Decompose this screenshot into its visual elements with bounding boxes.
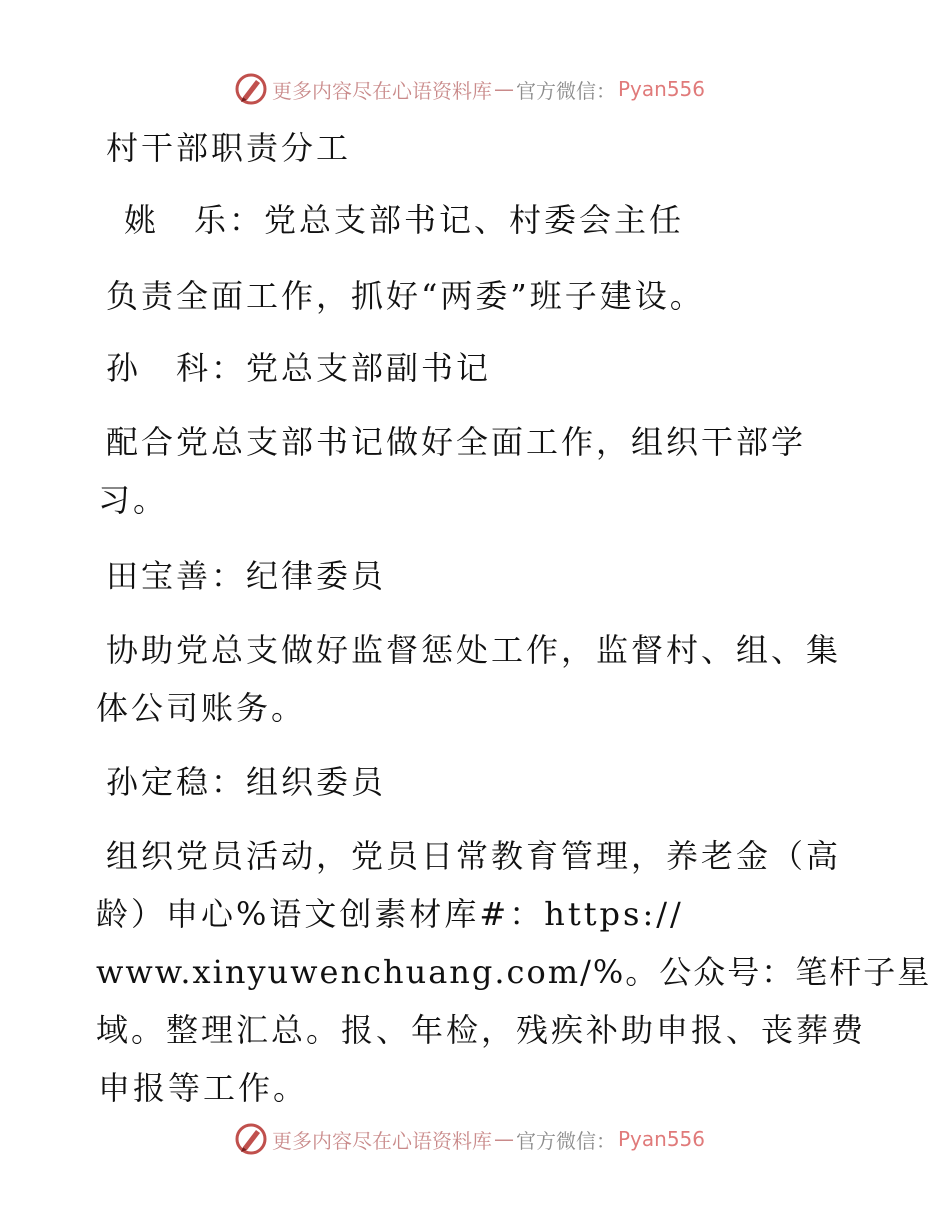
watermark-sub-text: 官方微信： xyxy=(516,1128,616,1153)
watermark-banner-top xyxy=(234,72,705,106)
paragraph-2-heading: 孙 科：党总支部副书记 xyxy=(106,349,492,387)
paragraph-1-body: 负责全面工作，抓好“两委”班子建设。 xyxy=(106,277,705,315)
watermark-dash: — xyxy=(494,77,514,101)
watermark-wechat-id: Pyan556 xyxy=(618,77,706,101)
paragraph-2-body-line-1: 配合党总支部书记做好全面工作，组织干部学 xyxy=(106,423,807,461)
pen-logo-icon xyxy=(234,72,268,106)
paragraph-4-body-line-2: 龄）申心%语文创素材库#：https:// xyxy=(96,895,684,933)
watermark-dash: — xyxy=(494,1127,514,1151)
watermark-wechat-id: Pyan556 xyxy=(618,1127,706,1151)
pen-logo-icon xyxy=(234,1122,268,1156)
paragraph-2-body-line-2: 习。 xyxy=(98,481,169,519)
watermark-main-text: 更多内容尽在心语资料库 xyxy=(272,78,492,103)
paragraph-4-body-line-1: 组织党员活动，党员日常教育管理，养老金（高 xyxy=(106,837,842,875)
paragraph-4-heading: 孙定稳：组织委员 xyxy=(106,763,387,801)
watermark-sub-text: 官方微信： xyxy=(516,78,616,103)
paragraph-3-body-line-2: 体公司账务。 xyxy=(96,689,307,727)
paragraph-4-body-line-3: www.xinyuwenchuang.com/%。公众号：笔杆子星 xyxy=(96,953,932,991)
watermark-banner-bottom xyxy=(234,1122,705,1156)
paragraph-3-heading: 田宝善：纪律委员 xyxy=(106,557,387,595)
document-title: 村干部职责分工 xyxy=(106,129,352,167)
paragraph-3-body-line-1: 协助党总支做好监督惩处工作，监督村、组、集 xyxy=(106,631,842,669)
paragraph-4-body-line-5: 申报等工作。 xyxy=(98,1069,309,1107)
paragraph-4-body-line-4: 域。整理汇总。报、年检，残疾补助申报、丧葬费 xyxy=(96,1011,867,1049)
paragraph-1-heading: 姚 乐：党总支部书记、村委会主任 xyxy=(124,201,685,239)
watermark-main-text: 更多内容尽在心语资料库 xyxy=(272,1128,492,1153)
